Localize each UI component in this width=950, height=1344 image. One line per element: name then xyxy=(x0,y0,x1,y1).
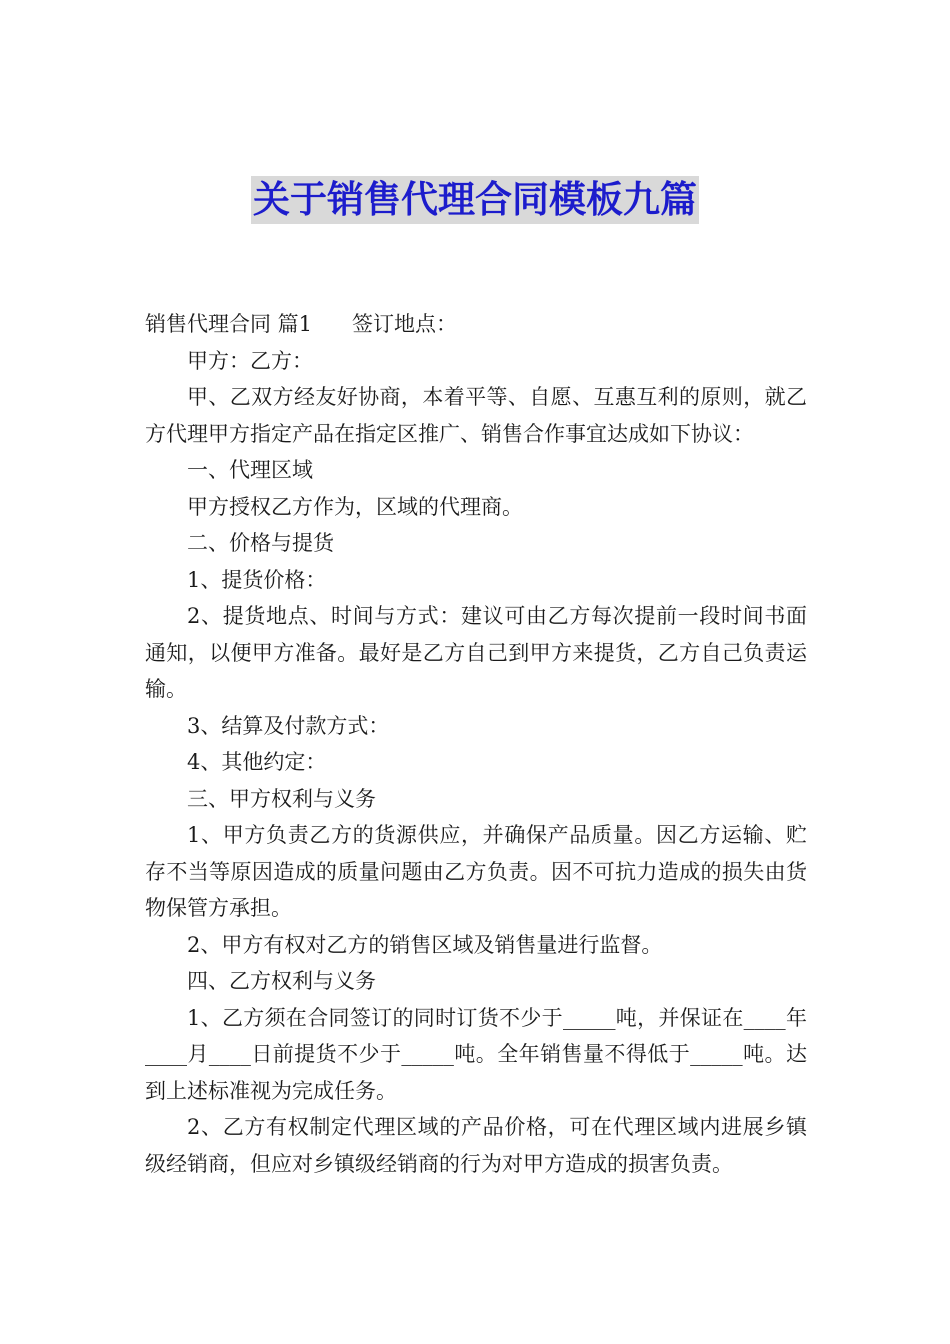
document-body xyxy=(145,306,807,1182)
paragraph-parties: 甲方：乙方： xyxy=(187,348,313,373)
paragraph-preamble: 甲、乙双方经友好协商，本着平等、自愿、互惠互利的原则，就乙方代理甲方指定产品在指定区推广、销售合作事宜达成如下协议： xyxy=(145,385,807,446)
signing-place-label: 签订地点： xyxy=(352,312,458,336)
paragraph-agency-area: 甲方授权乙方作为，区域的代理商。 xyxy=(187,494,523,519)
item-settlement: 3、结算及付款方式： xyxy=(187,713,390,738)
heading-price-delivery: 二、价格与提货 xyxy=(187,531,334,555)
section-heading: 销售代理合同 篇1 xyxy=(145,312,313,336)
item-pickup-price: 1、提货价格： xyxy=(187,567,327,592)
item-party-b-2: 2、乙方有权制定代理区域的产品价格，可在代理区域内进展乡镇级经销商，但应对乡镇级经销商的行为对甲方造成的损害负责。 xyxy=(145,1115,807,1176)
heading-agency-area: 一、代理区域 xyxy=(187,458,313,482)
heading-party-a-rights: 三、甲方权利与义务 xyxy=(187,786,376,811)
item-pickup-method: 2、提货地点、时间与方式：建议可由乙方每次提前一段时间书面通知，以便甲方准备。最好是乙方自己到甲方来提货，乙方自己负责运输。 xyxy=(145,604,807,701)
item-other: 4、其他约定： xyxy=(187,750,327,774)
heading-party-b-rights: 四、乙方权利与义务 xyxy=(187,969,376,993)
item-party-b-1: 1、乙方须在合同签订的同时订货不少于_____吨，并保证在____年____月____日前提货不少于_____吨。全年销售量不得低于_____吨。达到上述标准视为完成任务。 xyxy=(145,1005,807,1103)
document-title: 关于销售代理合同模板九篇 xyxy=(251,176,699,224)
title-wrap xyxy=(0,176,950,224)
item-party-a-1: 1、甲方负责乙方的货源供应，并确保产品质量。因乙方运输、贮存不当等原因造成的质量问题由乙方负责。因不可抗力造成的损失由货物保管方承担。 xyxy=(145,823,807,920)
item-party-a-2: 2、甲方有权对乙方的销售区域及销售量进行监督。 xyxy=(187,932,663,957)
section-heading-line xyxy=(145,306,807,343)
